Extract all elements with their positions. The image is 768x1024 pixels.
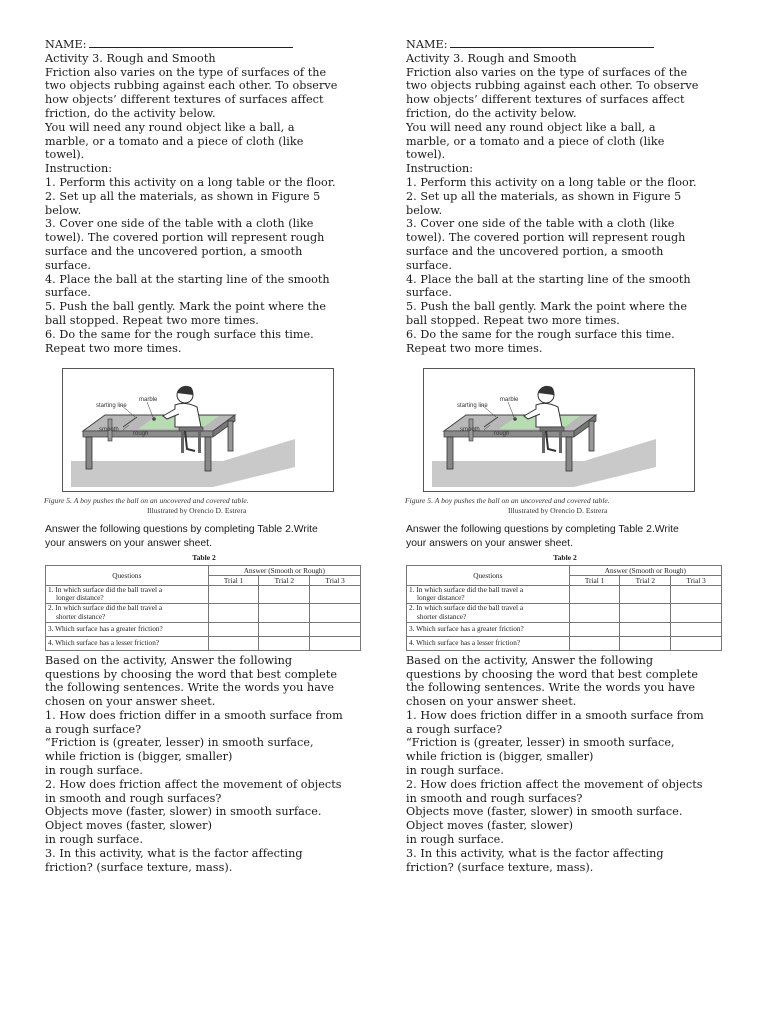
text-line: while friction is (bigger, smaller): [45, 750, 233, 764]
answer-cell: [620, 622, 671, 636]
text-line: friction, do the activity below.: [45, 106, 216, 120]
text-line: 4. Place the ball at the starting line of the smooth: [45, 272, 330, 286]
text-line: 4. Place the ball at the starting line of the smooth: [406, 272, 691, 286]
answer-cell: [208, 604, 259, 623]
text-line: Activity 3. Rough and Smooth: [406, 51, 577, 65]
text-line: 5. Push the ball gently. Mark the point where the: [406, 300, 688, 314]
text-line: in rough surface.: [45, 833, 143, 847]
question-cell: 1. In which surface did the ball travel a longer distance?: [407, 585, 570, 604]
text-line: a rough surface?: [45, 722, 142, 736]
text-line: towel).: [45, 148, 85, 162]
text-line: 3. Cover one side of the table with a cloth (like: [406, 217, 675, 231]
text-line: questions by choosing the word that best complete: [45, 667, 338, 681]
table-instruction-line: your answers on your answer sheet.: [45, 537, 212, 549]
figure-caption: Figure 5. A boy pushes the ball on an uncovered and covered table.: [44, 496, 249, 506]
text-line: marble, or a tomato and a piece of cloth (like: [406, 134, 665, 148]
text-line: a rough surface?: [406, 722, 503, 736]
text-line: 2. How does friction affect the movement of objects: [45, 777, 342, 791]
label-starting-line: starting line: [96, 403, 127, 410]
trial-header: Trial 2: [259, 575, 310, 585]
text-line: Based on the activity, Answer the following: [406, 653, 654, 667]
text-line: 3. In this activity, what is the factor affecting: [45, 846, 303, 860]
label-rough: rough: [133, 431, 149, 438]
text-line: 3. In this activity, what is the factor affecting: [406, 846, 664, 860]
text-line: friction, do the activity below.: [406, 106, 577, 120]
answer-cell: [310, 636, 361, 650]
text-line: towel). The covered portion will represent rough: [406, 231, 686, 245]
label-marble: marble: [500, 397, 519, 404]
text-line: 3. Cover one side of the table with a cloth (like: [45, 217, 314, 231]
text-line: friction? (surface texture, mass).: [45, 860, 233, 874]
text-line: how objects’ different textures of surfaces affect: [45, 93, 324, 107]
text-line: chosen on your answer sheet.: [45, 695, 216, 709]
table-row: [46, 622, 361, 636]
text-line: 1. Perform this activity on a long table or the floor.: [45, 175, 336, 189]
text-line: two objects rubbing against each other. To observe: [406, 79, 699, 93]
answer-cell: [259, 604, 310, 623]
text-line: towel).: [406, 148, 446, 162]
text-line: Friction also varies on the type of surfaces of the: [45, 65, 327, 79]
text-line: ball stopped. Repeat two more times.: [45, 313, 259, 327]
answer-cell: [620, 604, 671, 623]
follow-up-text: [45, 654, 367, 875]
text-line: Based on the activity, Answer the following: [45, 653, 293, 667]
text-line: Repeat two more times.: [406, 341, 543, 355]
text-line: in rough surface.: [406, 833, 504, 847]
question-cell: 3. Which surface has a greater friction?: [46, 622, 209, 636]
text-line: Objects move (faster, slower) in smooth surface.: [45, 805, 322, 819]
questions-header: Questions: [407, 565, 570, 585]
text-line: Instruction:: [406, 162, 474, 176]
text-line: in smooth and rough surfaces?: [45, 791, 222, 805]
text-line: You will need any round object like a ball, a: [45, 120, 295, 134]
name-blank-line: [89, 38, 293, 48]
answer-cell: [259, 585, 310, 604]
text-line: 1. Perform this activity on a long table or the floor.: [406, 175, 697, 189]
text-line: below.: [406, 203, 443, 217]
text-line: “Friction is (greater, lesser) in smooth surface,: [406, 736, 675, 750]
answer-cell: [310, 622, 361, 636]
text-line: chosen on your answer sheet.: [406, 695, 577, 709]
trial-header: Trial 3: [310, 575, 361, 585]
name-field: [45, 38, 367, 52]
text-line: towel). The covered portion will represent rough: [45, 231, 325, 245]
question-cell: 2. In which surface did the ball travel a shorter distance?: [407, 604, 570, 623]
text-line: surface.: [406, 258, 452, 272]
figure-caption: Figure 5. A boy pushes the ball on an uncovered and covered table.: [405, 496, 610, 506]
activity-text: [406, 52, 728, 356]
text-line: 6. Do the same for the rough surface this time.: [45, 327, 314, 341]
worksheet-right: [406, 38, 728, 874]
text-line: 2. How does friction affect the movement of objects: [406, 777, 703, 791]
text-line: how objects’ different textures of surfaces affect: [406, 93, 685, 107]
table-instruction-line: Answer the following questions by completing Table 2.Write: [45, 524, 318, 536]
table-row: [407, 604, 722, 623]
answer-cell: [620, 636, 671, 650]
table-row: [407, 636, 722, 650]
text-line: in smooth and rough surfaces?: [406, 791, 583, 805]
worksheet-left: [45, 38, 367, 874]
text-line: the following sentences. Write the words you have: [406, 681, 696, 695]
trial-header: Trial 3: [671, 575, 722, 585]
table-title: Table 2: [192, 552, 216, 562]
follow-up-questions: [45, 654, 367, 875]
table-row: [46, 636, 361, 650]
question-cell: 4. Which surface has a lesser friction?: [407, 636, 570, 650]
text-line: Repeat two more times.: [45, 341, 182, 355]
text-line: while friction is (bigger, smaller): [406, 750, 594, 764]
answer-cell: [259, 636, 310, 650]
answer-cell: [569, 585, 620, 604]
answer-cell: [569, 604, 620, 623]
answer-cell: [310, 585, 361, 604]
text-line: Object moves (faster, slower): [406, 819, 573, 833]
table-instruction-line: your answers on your answer sheet.: [406, 537, 573, 549]
worksheet-header: [406, 38, 728, 355]
answer-cell: [671, 585, 722, 604]
trial-header: Trial 2: [620, 575, 671, 585]
text-line: surface.: [45, 286, 91, 300]
text-line: surface and the uncovered portion, a smooth: [406, 244, 664, 258]
text-line: 1. How does friction differ in a smooth surface from: [406, 708, 704, 722]
text-line: surface and the uncovered portion, a smooth: [45, 244, 303, 258]
answer-cell: [620, 585, 671, 604]
figure-credit: Illustrated by Orencio D. Estrera: [147, 506, 247, 516]
table-row: [46, 604, 361, 623]
answer-header: Answer (Smooth or Rough): [569, 565, 721, 575]
text-line: 2. Set up all the materials, as shown in Figure 5: [45, 189, 321, 203]
label-rough: rough: [494, 431, 510, 438]
text-line: Objects move (faster, slower) in smooth surface.: [406, 805, 683, 819]
table-instructions: [406, 523, 728, 550]
name-label: NAME:: [45, 38, 87, 51]
table-row: [407, 622, 722, 636]
table-row: [46, 585, 361, 604]
text-line: “Friction is (greater, lesser) in smooth surface,: [45, 736, 314, 750]
text-line: 6. Do the same for the rough surface this time.: [406, 327, 675, 341]
table-row: [407, 585, 722, 604]
answer-cell: [671, 636, 722, 650]
text-line: ball stopped. Repeat two more times.: [406, 313, 620, 327]
text-line: 1. How does friction differ in a smooth surface from: [45, 708, 343, 722]
name-field: [406, 38, 728, 52]
text-line: surface.: [45, 258, 91, 272]
question-cell: 3. Which surface has a greater friction?: [407, 622, 570, 636]
questions-header: Questions: [46, 565, 209, 585]
answer-cell: [208, 622, 259, 636]
answer-cell: [208, 636, 259, 650]
follow-up-questions: [406, 654, 728, 875]
figure-illustration: [423, 368, 695, 492]
text-line: Instruction:: [45, 162, 113, 176]
label-smooth: smooth: [460, 427, 480, 434]
table-instruction-line: Answer the following questions by completing Table 2.Write: [406, 524, 679, 536]
activity-text: [45, 52, 367, 356]
answer-cell: [569, 622, 620, 636]
answer-cell: [208, 585, 259, 604]
text-line: Friction also varies on the type of surfaces of the: [406, 65, 688, 79]
table-instructions: [45, 523, 367, 550]
text-line: friction? (surface texture, mass).: [406, 860, 594, 874]
text-line: questions by choosing the word that best complete: [406, 667, 699, 681]
question-cell: 2. In which surface did the ball travel a shorter distance?: [46, 604, 209, 623]
question-cell: 4. Which surface has a lesser friction?: [46, 636, 209, 650]
text-line: 5. Push the ball gently. Mark the point where the: [45, 300, 327, 314]
name-label: NAME:: [406, 38, 448, 51]
figure-5: [44, 368, 362, 516]
answer-header: Answer (Smooth or Rough): [208, 565, 360, 575]
text-line: in rough surface.: [406, 764, 504, 778]
question-cell: 1. In which surface did the ball travel a longer distance?: [46, 585, 209, 604]
text-line: 2. Set up all the materials, as shown in Figure 5: [406, 189, 682, 203]
answer-table: [45, 565, 361, 651]
text-line: Activity 3. Rough and Smooth: [45, 51, 216, 65]
answer-cell: [569, 636, 620, 650]
text-line: two objects rubbing against each other. To observe: [45, 79, 338, 93]
text-line: surface.: [406, 286, 452, 300]
answer-cell: [671, 622, 722, 636]
text-line: below.: [45, 203, 82, 217]
worksheet-header: [45, 38, 367, 355]
text-line: in rough surface.: [45, 764, 143, 778]
follow-up-text: [406, 654, 728, 875]
trial-header: Trial 1: [208, 575, 259, 585]
text-line: the following sentences. Write the words you have: [45, 681, 335, 695]
answer-cell: [310, 604, 361, 623]
name-blank-line: [450, 38, 654, 48]
label-starting-line: starting line: [457, 403, 488, 410]
label-smooth: smooth: [99, 427, 119, 434]
figure-illustration: [62, 368, 334, 492]
trial-header: Trial 1: [569, 575, 620, 585]
text-line: Object moves (faster, slower): [45, 819, 212, 833]
answer-cell: [671, 604, 722, 623]
answer-table: [406, 565, 722, 651]
figure-credit: Illustrated by Orencio D. Estrera: [508, 506, 608, 516]
text-line: You will need any round object like a ball, a: [406, 120, 656, 134]
label-marble: marble: [139, 397, 158, 404]
figure-5: [405, 368, 723, 516]
text-line: marble, or a tomato and a piece of cloth (like: [45, 134, 304, 148]
answer-cell: [259, 622, 310, 636]
table-title: Table 2: [553, 552, 577, 562]
